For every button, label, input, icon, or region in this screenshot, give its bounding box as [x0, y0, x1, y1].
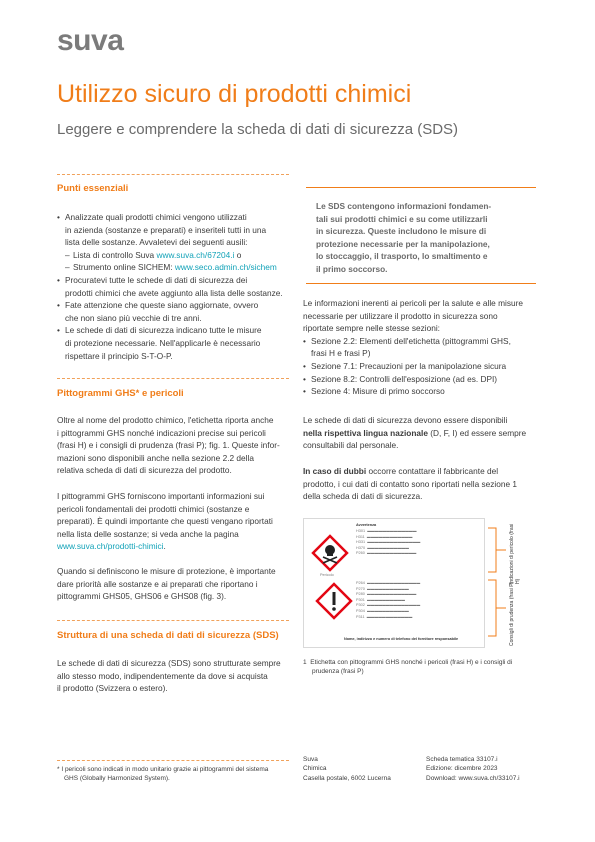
list-item: • Procuratevi tutte le schede di dati di sicurezza dei prodotti chimici che avete aggiunto alla lista delle sostanze.	[57, 274, 297, 299]
sds-structure-paragraph: Le schede di dati di sicurezza (SDS) sono strutturate sempre allo stesso modo, indipendentemente da dove si acquista il prodotto (Svizzera o estero).	[57, 658, 281, 694]
list-item: • Sezione 2.2: Elementi dell'etichetta (pittogrammi GHS, frasi H e frasi P)	[303, 335, 543, 360]
download-link[interactable]: Download: www.suva.ch/33107.i	[426, 774, 520, 782]
supplier-line: Nome, indirizzo e numero di telefono del fornitore responsabile	[344, 637, 459, 641]
list-item: • Analizzate quali prodotti chimici vengono utilizzati in azienda (sostanze e preparati) e inseriteli tutti in una lista delle sostanze. Avvaletevi dei seguenti ausili: – Lista di controllo Suva www.suva.ch/67204.i o – Strumento online SICHEM: www.seco.admin.ch/sichem	[57, 211, 297, 274]
highlight-box: Le SDS contengono informazioni fondamen- tali sui prodotti chimici e su come utilizzarli in sicurezza. Queste includono le misure di protezione necessarie per la manipolazione, lo stoccaggio, il trasporto, lo smaltimento e il primo soccorso.	[306, 187, 536, 284]
key-points-list	[57, 211, 297, 362]
ghs-paragraph-1: Oltre al nome del prodotto chimico, l'etichetta riporta anche i pittogrammi GHS nonché indicazioni precise sui pericoli (frasi H) e i consigli di prudenza (frasi P); fig. 1. Queste infor- mazioni sono disponibili anche nella sezione 2.2 della relativa scheda di dati di sicurezza del prodotto.	[57, 415, 280, 476]
sichem-link[interactable]: www.seco.admin.ch/sichem	[174, 262, 277, 273]
key-points-heading: Punti essenziali	[57, 183, 129, 194]
skull-pictogram-icon	[310, 533, 350, 573]
footer-document-info: Scheda tematica 33107.i Edizione: dicembre 2023 Download: www.suva.ch/33107.i	[426, 755, 551, 783]
list-item: • Sezione 4: Misure di primo soccorso	[303, 385, 543, 398]
page-subtitle: Leggere e comprendere la scheda di dati di sicurezza (SDS)	[57, 121, 459, 138]
list-item: • Fate attenzione che queste siano aggiornate, ovvero che non siano più vecchie di tre anni.	[57, 299, 297, 324]
list-item: – Strumento online SICHEM: www.seco.admin.ch/sichem	[65, 261, 297, 274]
suva-logo: suva	[57, 24, 124, 57]
divider	[57, 174, 289, 175]
figure-brackets	[486, 518, 508, 648]
exclamation-pictogram-icon	[314, 581, 354, 621]
language-paragraph: Le schede di dati di sicurezza devono essere disponibili nella rispettiva lingua nazionale (D, F, I) ed essere sempre consultabili dal personale.	[303, 415, 527, 451]
ghs-heading: Pittogrammi GHS* e pericoli	[57, 388, 184, 399]
list-item: • Sezione 7.1: Precauzioni per la manipolazione sicura	[303, 360, 543, 373]
footnote: * I pericoli sono indicati in modo unitario grazie ai pittogrammi del sistema GHS (Globally Harmonized System).	[57, 766, 269, 783]
sds-structure-heading: Struttura di una scheda di dati di sicurezza (SDS)	[57, 630, 279, 641]
page-title: Utilizzo sicuro di prodotti chimici	[57, 80, 412, 108]
ghs-label-figure	[303, 518, 485, 648]
checklist-link[interactable]: www.suva.ch/67204.i	[156, 249, 235, 260]
p-statements: P264 ▬▬▬▬▬▬▬▬▬▬▬▬▬▬ P270 ▬▬▬▬▬▬▬▬▬▬▬ P280 ▬▬▬▬▬▬▬▬▬▬▬▬▬ P301 ▬▬▬▬▬▬▬▬▬▬ P302 ▬▬▬▬▬▬▬▬▬▬▬▬▬▬ P304 ▬▬▬▬▬▬▬▬▬▬▬ P311 ▬▬▬▬▬▬▬▬▬▬▬▬	[356, 581, 421, 619]
sections-intro: Le informazioni inerenti ai pericoli per la salute e alle misure necessarie per utilizzare il prodotto in sicurezza sono riportate sempre nelle stesse sezioni: • Sezione 2.2: Elementi dell'etichetta (pittogrammi GHS, frasi H e frasi P) • Sezione 7.1: Precauzioni per la manipolazione sicura • Sezione 8.2: Controlli dell'esposizione (ad es. DPI) • Sezione 4: Misure di primo soccorso	[303, 297, 543, 398]
chemicals-link[interactable]: www.suva.ch/prodotti-chimici	[57, 541, 164, 552]
footer-publisher: Suva Chimica Casella postale, 6002 Lucerna	[303, 756, 391, 782]
list-item: • Le schede di dati di sicurezza indicano tutte le misure di protezione necessarie. Nell'applicarle è necessario rispettare il principio S-T-O-P.	[57, 324, 297, 362]
divider	[57, 760, 289, 761]
ghs-paragraph-3: Quando si definiscono le misure di protezione, è importante dare priorità alle sostanze e ai preparati che riportano i pittogrammi GHS05, GHS06 e GHS08 (fig. 3).	[57, 566, 276, 602]
precautionary-statements-label: Consigli di prudenza (frasi P)	[509, 581, 515, 646]
list-item: – Lista di controllo Suva www.suva.ch/67204.i o	[65, 249, 297, 262]
h-statements: H301 ▬▬▬▬▬▬▬▬▬▬▬▬▬ H311 ▬▬▬▬▬▬▬▬▬▬▬▬ H331 ▬▬▬▬▬▬▬▬▬▬▬▬▬▬ H370 ▬▬▬▬▬▬▬▬▬▬▬ P260 ▬▬▬▬▬▬▬▬▬▬▬▬▬	[356, 529, 421, 556]
hazard-statements-label: Indicazioni di pericolo (frasi H)	[509, 523, 521, 584]
signal-word: Avvertenza	[356, 523, 377, 527]
divider	[57, 378, 289, 379]
ghs-paragraph-2: I pittogrammi GHS forniscono importanti informazioni sui pericoli fondamentali dei prodotti chimici (sostanze e preparati). È quindi importante che questi vengano riportati nella lista delle sostanze; si veda anche la pagina www.suva.ch/prodotti-chimici.	[57, 491, 273, 552]
doubts-paragraph: In caso di dubbi occorre contattare il fabbricante del prodotto, i cui dati di contatto sono riportati nella sezione 1 della scheda di dati di sicurezza.	[303, 466, 518, 502]
list-item: • Sezione 8.2: Controlli dell'esposizione (ad es. DPI)	[303, 373, 543, 386]
figure-caption: 1 Etichetta con pittogrammi GHS nonché i pericoli (frasi H) e i consigli di prudenza (frasi P)	[303, 659, 513, 676]
danger-label: Pericolo	[320, 573, 334, 577]
divider	[57, 620, 289, 621]
